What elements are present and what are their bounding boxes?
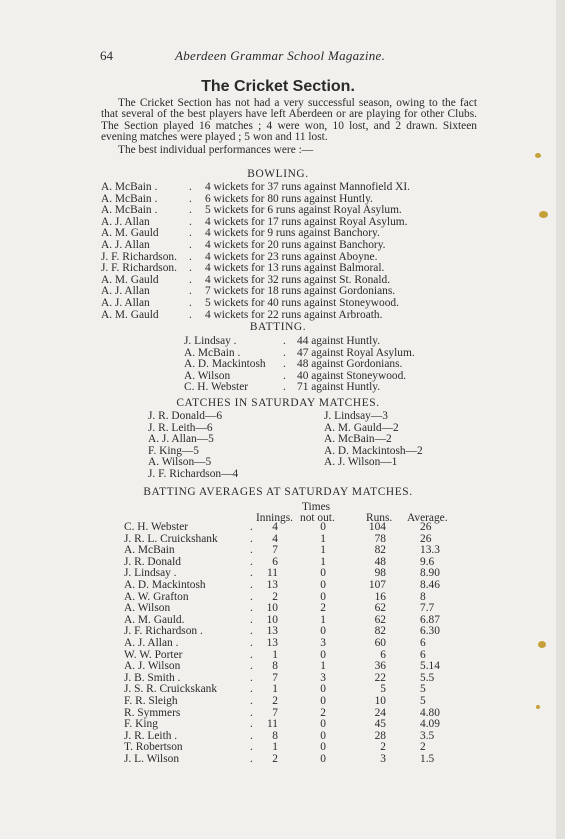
col-times-header: Times — [302, 501, 331, 513]
separator-dot: . — [189, 250, 192, 263]
batting-detail: 47 against Royal Asylum. — [297, 346, 415, 359]
separator-dot: . — [283, 346, 286, 359]
notout-cell: 0 — [320, 590, 326, 603]
bowler-name: A. J. Allan — [101, 296, 150, 309]
separator-dot: . — [189, 192, 192, 205]
page-edge — [556, 0, 565, 839]
separator-dot: . — [250, 718, 253, 731]
player-name: T. Robertson — [124, 741, 183, 754]
separator-dot: . — [250, 532, 253, 545]
average-cell: 6 — [420, 648, 426, 661]
average-cell: 5 — [420, 694, 426, 707]
average-cell: 3.5 — [420, 729, 435, 742]
notout-cell: 1 — [320, 660, 326, 673]
catch-entry-text: J. R. Donald—6 — [148, 410, 223, 422]
innings-cell: 10 — [266, 602, 278, 615]
bowler-name: J. F. Richardson. — [101, 250, 177, 263]
separator-dot: . — [189, 262, 192, 275]
table-row — [124, 754, 464, 766]
average-cell: 9.6 — [420, 555, 435, 568]
binding-mark — [536, 705, 540, 709]
averages-table — [124, 522, 464, 765]
notout-cell: 0 — [320, 741, 326, 754]
innings-cell: 1 — [272, 741, 278, 754]
player-name: J. F. Richardson . — [124, 625, 203, 638]
player-name: J. R. Leith . — [124, 729, 178, 742]
catch-entry — [324, 457, 484, 469]
notout-cell: 3 — [320, 671, 326, 684]
notout-cell: 0 — [320, 648, 326, 661]
table-row — [124, 592, 464, 604]
runs-cell: 48 — [374, 555, 386, 568]
notout-cell: 0 — [320, 752, 326, 765]
bowler-name: A. M. Gauld — [101, 308, 159, 321]
bowling-row — [101, 182, 481, 194]
player-name: A. W. Grafton — [124, 590, 189, 603]
separator-dot: . — [250, 625, 253, 638]
innings-cell: 13 — [266, 636, 278, 649]
bowling-detail: 4 wickets for 32 runs against St. Ronald. — [205, 273, 391, 286]
intro-text — [101, 98, 477, 156]
page-number: 64 — [100, 48, 113, 63]
catch-entry-text: J. F. Richardson—4 — [148, 467, 239, 480]
notout-cell: 0 — [320, 683, 326, 696]
average-cell: 8.90 — [420, 567, 440, 580]
catches-list-left — [148, 411, 308, 481]
separator-dot: . — [189, 227, 192, 240]
bowling-list — [101, 182, 481, 321]
batsman-name: A. McBain . — [184, 346, 241, 359]
innings-cell: 13 — [266, 578, 278, 591]
batting-detail: 71 against Huntly. — [297, 381, 381, 394]
separator-dot: . — [250, 694, 253, 707]
player-name: J. L. Wilson — [124, 752, 180, 765]
notout-cell: 0 — [320, 729, 326, 742]
average-cell: 5.5 — [420, 671, 435, 684]
runs-cell: 28 — [374, 729, 386, 742]
notout-cell: 2 — [320, 706, 326, 719]
notout-cell: 1 — [320, 544, 326, 557]
player-name: A. J. Wilson — [124, 660, 181, 673]
runs-cell: 22 — [374, 671, 386, 684]
catch-entry — [148, 411, 308, 423]
average-cell: 6.30 — [420, 625, 440, 638]
player-name: J. B. Smith . — [124, 671, 181, 684]
binding-mark — [539, 211, 548, 218]
bowling-detail: 7 wickets for 18 runs against Gordonians. — [205, 285, 396, 298]
runs-cell: 82 — [374, 625, 386, 638]
section-title: The Cricket Section. — [201, 78, 355, 95]
average-cell: 8.46 — [420, 578, 440, 591]
intro-paragraph: The best individual performances were :— — [118, 143, 314, 156]
notout-cell: 1 — [320, 532, 326, 545]
magazine-title: Aberdeen Grammar School Magazine. — [175, 48, 386, 63]
runs-cell: 16 — [374, 590, 386, 603]
batting-row — [184, 336, 484, 348]
innings-cell: 11 — [267, 567, 278, 580]
batting-detail: 48 against Gordonians. — [297, 358, 403, 371]
separator-dot: . — [250, 578, 253, 591]
binding-mark — [535, 153, 541, 158]
separator-dot: . — [250, 752, 253, 765]
table-row — [124, 696, 464, 708]
runs-cell: 82 — [374, 544, 386, 557]
runs-cell: 62 — [374, 602, 386, 615]
bowler-name: A. J. Allan — [101, 238, 150, 251]
bowling-detail: 4 wickets for 9 runs against Banchory. — [205, 227, 380, 240]
notout-cell: 1 — [320, 613, 326, 626]
batting-heading: BATTING. — [249, 321, 307, 333]
table-row — [124, 719, 464, 731]
bowling-detail: 4 wickets for 22 runs against Arbroath. — [205, 308, 383, 321]
notout-cell: 0 — [320, 521, 326, 533]
table-row — [124, 708, 464, 720]
catch-entry — [148, 469, 308, 481]
bowling-row — [101, 240, 481, 252]
runs-cell: 78 — [374, 532, 386, 545]
separator-dot: . — [250, 590, 253, 603]
bowling-detail: 4 wickets for 37 runs against Mannofield XI. — [205, 181, 410, 193]
separator-dot: . — [189, 285, 192, 298]
catch-entry-text: J. R. Leith—6 — [148, 421, 213, 434]
player-name: C. H. Webster — [124, 521, 189, 533]
bowling-row — [101, 310, 481, 322]
table-row — [124, 661, 464, 673]
catches-heading: CATCHES IN SATURDAY MATCHES. — [176, 397, 380, 409]
runs-cell: 3 — [380, 752, 386, 765]
col-average-header: Average. — [407, 512, 448, 524]
player-name: J. Lindsay . — [124, 567, 177, 580]
bowler-name: A. J. Allan — [101, 285, 150, 298]
notout-cell: 0 — [320, 694, 326, 707]
separator-dot: . — [250, 683, 253, 696]
bowling-detail: 6 wickets for 80 runs against Huntly. — [205, 192, 373, 205]
innings-cell: 8 — [272, 729, 278, 742]
bowler-name: A. McBain . — [101, 181, 158, 193]
catch-entry — [324, 411, 484, 423]
average-cell: 1.5 — [420, 752, 435, 765]
catch-entry-text: A. McBain—2 — [324, 433, 392, 446]
separator-dot: . — [189, 238, 192, 251]
average-cell: 6.87 — [420, 613, 440, 626]
innings-cell: 13 — [266, 625, 278, 638]
catch-entry-text: A. J. Wilson—1 — [324, 456, 398, 469]
separator-dot: . — [250, 729, 253, 742]
separator-dot: . — [283, 369, 286, 382]
average-cell: 26 — [420, 521, 432, 533]
innings-cell: 7 — [272, 706, 278, 719]
separator-dot: . — [250, 613, 253, 626]
player-name: A. J. Allan . — [124, 636, 179, 649]
runs-cell: 36 — [374, 660, 386, 673]
bowling-detail: 5 wickets for 6 runs against Royal Asylum. — [205, 204, 402, 217]
bowler-name: A. McBain . — [101, 192, 158, 205]
player-name: J. R. Donald — [124, 555, 181, 568]
average-cell: 8 — [420, 590, 426, 603]
batting-detail: 44 against Huntly. — [297, 335, 381, 347]
catch-entry-text: F. King—5 — [148, 444, 199, 457]
separator-dot: . — [250, 706, 253, 719]
catches-list-right — [324, 411, 484, 469]
separator-dot: . — [283, 381, 286, 394]
runs-cell: 104 — [368, 521, 386, 533]
average-cell: 4.80 — [420, 706, 440, 719]
separator-dot: . — [250, 521, 253, 533]
bowler-name: J. F. Richardson. — [101, 262, 177, 275]
bowler-name: A. M. Gauld — [101, 227, 159, 240]
table-row — [124, 522, 464, 534]
notout-cell: 0 — [320, 625, 326, 638]
bowling-detail: 5 wickets for 40 runs against Stoneywood. — [205, 296, 399, 309]
player-name: A. M. Gauld. — [124, 613, 185, 626]
player-name: J. S. R. Cruickskank — [124, 683, 218, 696]
batting-list — [184, 336, 484, 394]
separator-dot: . — [250, 671, 253, 684]
innings-cell: 1 — [272, 648, 278, 661]
intro-paragraph: The Cricket Section has not had a very successful season, owing to the fact that several of the best players have left Aberdeen or are playing for other Clubs. The Section played 16 matches ; 4 were won, 10 lost, and 2 drawn. Sixteen evening matches were played ; 5 won and 11 lost. — [101, 97, 477, 144]
innings-cell: 6 — [272, 555, 278, 568]
bowling-heading: BOWLING. — [247, 168, 309, 180]
average-cell: 5.14 — [420, 660, 440, 673]
separator-dot: . — [250, 555, 253, 568]
table-row — [124, 603, 464, 615]
average-cell: 6 — [420, 636, 426, 649]
notout-cell: 3 — [320, 636, 326, 649]
separator-dot: . — [250, 544, 253, 557]
notout-cell: 1 — [320, 555, 326, 568]
innings-cell: 2 — [272, 694, 278, 707]
separator-dot: . — [189, 181, 192, 193]
batting-detail: 40 against Stoneywood. — [297, 369, 407, 382]
bowling-detail: 4 wickets for 17 runs against Royal Asylum. — [205, 215, 408, 228]
innings-cell: 8 — [272, 660, 278, 673]
player-name: J. R. L. Cruickshank — [124, 532, 218, 545]
averages-heading: BATTING AVERAGES AT SATURDAY MATCHES. — [143, 486, 413, 498]
runs-cell: 2 — [380, 741, 386, 754]
player-name: A. McBain — [124, 544, 175, 557]
average-cell: 7.7 — [420, 602, 435, 615]
player-name: F. King — [124, 718, 158, 731]
separator-dot: . — [250, 602, 253, 615]
bowler-name: A. M. Gauld — [101, 273, 159, 286]
catch-entry-text: A. Wilson—5 — [148, 456, 212, 469]
notout-cell: 2 — [320, 602, 326, 615]
innings-cell: 4 — [272, 521, 278, 533]
separator-dot: . — [250, 648, 253, 661]
separator-dot: . — [250, 636, 253, 649]
innings-cell: 7 — [272, 671, 278, 684]
bowling-row — [101, 298, 481, 310]
runs-cell: 6 — [380, 648, 386, 661]
average-cell: 2 — [420, 741, 426, 754]
batsman-name: C. H. Webster — [184, 381, 249, 394]
runs-cell: 10 — [374, 694, 386, 707]
bowler-name: A. J. Allan — [101, 215, 150, 228]
player-name: A. Wilson — [124, 602, 171, 615]
innings-cell: 7 — [272, 544, 278, 557]
bowler-name: A. McBain . — [101, 204, 158, 217]
catch-entry-text: A. D. Mackintosh—2 — [324, 444, 423, 457]
col-innings-header: Innings. — [256, 512, 294, 524]
player-name: A. D. Mackintosh — [124, 578, 206, 591]
catch-entry-text: J. Lindsay—3 — [324, 410, 388, 422]
runs-cell: 5 — [380, 683, 386, 696]
innings-cell: 2 — [272, 752, 278, 765]
batsman-name: A. Wilson — [184, 369, 231, 382]
innings-cell: 1 — [272, 683, 278, 696]
player-name: F. R. Sleigh — [124, 694, 178, 707]
batting-row — [184, 382, 484, 394]
notout-cell: 0 — [320, 567, 326, 580]
notout-cell: 0 — [320, 718, 326, 731]
separator-dot: . — [250, 660, 253, 673]
average-cell: 4.09 — [420, 718, 440, 731]
separator-dot: . — [283, 358, 286, 371]
separator-dot: . — [189, 308, 192, 321]
separator-dot: . — [283, 335, 286, 347]
innings-cell: 2 — [272, 590, 278, 603]
table-row — [124, 534, 464, 546]
bowling-detail: 4 wickets for 23 runs against Aboyne. — [205, 250, 378, 263]
separator-dot: . — [189, 296, 192, 309]
bowling-row — [101, 263, 481, 275]
runs-cell: 62 — [374, 613, 386, 626]
catch-entry-text: A. M. Gauld—2 — [324, 421, 399, 434]
table-row — [124, 638, 464, 650]
runs-cell: 60 — [374, 636, 386, 649]
separator-dot: . — [250, 567, 253, 580]
col-runs-header: Runs. — [366, 512, 393, 524]
average-cell: 13.3 — [420, 544, 440, 557]
col-notout-header: not out. — [300, 512, 335, 524]
runs-cell: 107 — [368, 578, 386, 591]
runs-cell: 98 — [374, 567, 386, 580]
bowling-detail: 4 wickets for 13 runs against Balmoral. — [205, 262, 385, 275]
runs-cell: 45 — [374, 718, 386, 731]
average-cell: 26 — [420, 532, 432, 545]
runs-cell: 24 — [374, 706, 386, 719]
table-row — [124, 580, 464, 592]
innings-cell: 10 — [266, 613, 278, 626]
innings-cell: 11 — [267, 718, 278, 731]
notout-cell: 0 — [320, 578, 326, 591]
separator-dot: . — [250, 741, 253, 754]
bowling-detail: 4 wickets for 20 runs against Banchory. — [205, 238, 386, 251]
batsman-name: A. D. Mackintosh — [184, 358, 266, 371]
separator-dot: . — [189, 204, 192, 217]
player-name: R. Symmers — [124, 706, 181, 719]
innings-cell: 4 — [272, 532, 278, 545]
binding-mark — [538, 641, 546, 648]
batsman-name: J. Lindsay . — [184, 335, 237, 347]
average-cell: 5 — [420, 683, 426, 696]
catch-entry-text: A. J. Allan—5 — [148, 433, 214, 446]
separator-dot: . — [189, 215, 192, 228]
player-name: W. W. Porter — [124, 648, 183, 661]
separator-dot: . — [189, 273, 192, 286]
